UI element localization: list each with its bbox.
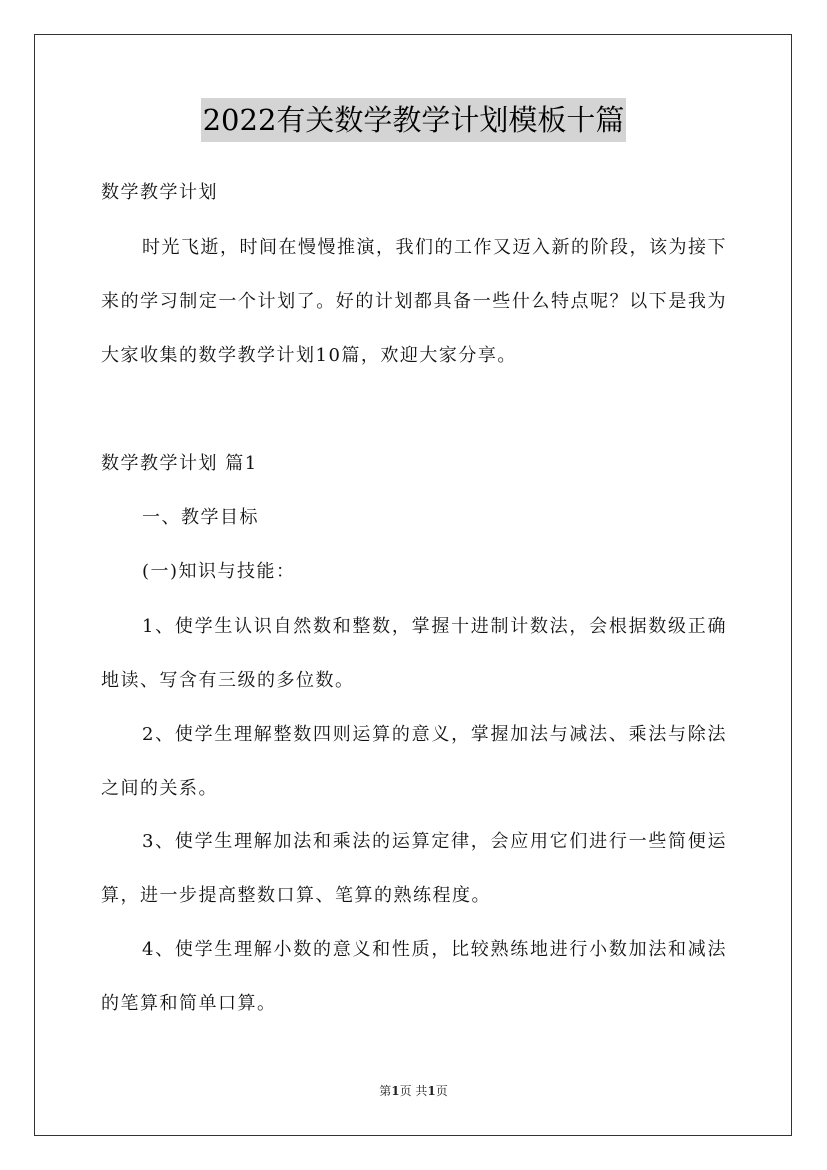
title-container <box>0 98 827 142</box>
article-heading: 数学教学计划 篇1 <box>101 453 258 474</box>
page-footer <box>0 1082 827 1100</box>
intro-paragraph: 时光飞逝，时间在慢慢推演，我们的工作又迈入新的阶段，该为接下来的学习制定一个计划了。好的计划都具备一些什么特点呢？以下是我为大家收集的数学教学计划10篇，欢迎大家分享。 <box>101 237 727 366</box>
footer-page-total: 1 <box>427 1084 436 1098</box>
footer-mid: 页 共 <box>399 1084 428 1098</box>
goal-heading: 一、教学目标 <box>142 507 259 528</box>
section-heading: 数学教学计划 <box>101 182 218 203</box>
footer-page-current: 1 <box>391 1084 400 1098</box>
document-title: 2022有关数学教学计划模板十篇 <box>201 98 627 142</box>
sub-heading: (一)知识与技能： <box>142 561 296 582</box>
footer-suffix: 页 <box>435 1084 448 1098</box>
footer-prefix: 第 <box>379 1084 392 1098</box>
list-item: 2、使学生理解整数四则运算的意义，掌握加法与减法、乘法与除法之间的关系。 <box>101 724 727 799</box>
list-item: 4、使学生理解小数的意义和性质，比较熟练地进行小数加法和减法的笔算和简单口算。 <box>101 939 727 1014</box>
list-item: 1、使学生认识自然数和整数，掌握十进制计数法，会根据数级正确地读、写含有三级的多位数。 <box>101 616 727 691</box>
list-item: 3、使学生理解加法和乘法的运算定律，会应用它们进行一些简便运算，进一步提高整数口算、笔算的熟练程度。 <box>101 831 727 906</box>
